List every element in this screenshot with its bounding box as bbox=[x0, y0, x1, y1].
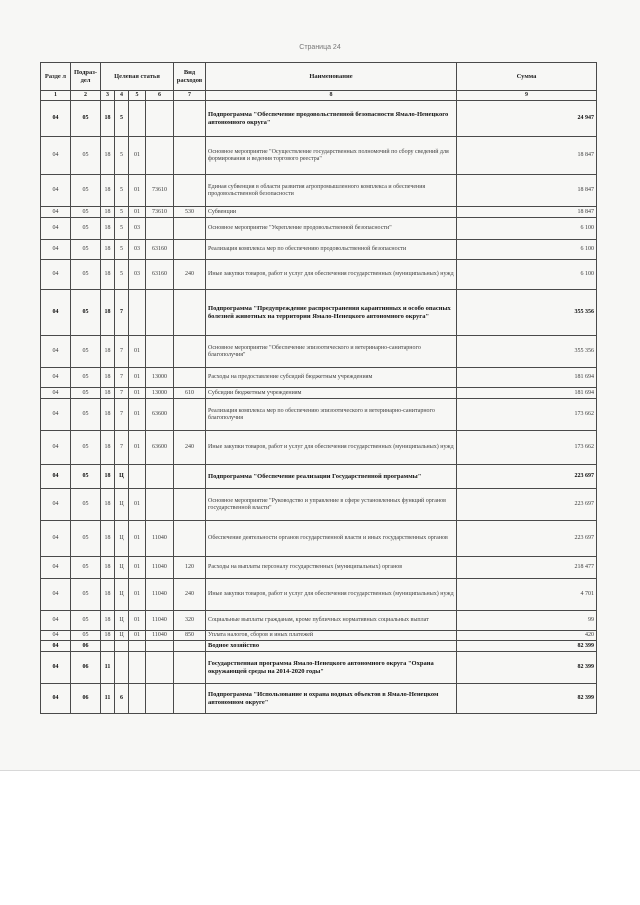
cell-target-2: 5 bbox=[115, 260, 129, 290]
cell-target-1: 18 bbox=[101, 388, 115, 399]
cell-podrazdel: 05 bbox=[71, 336, 101, 368]
cell-target-4 bbox=[146, 137, 174, 175]
cell-target-3: 01 bbox=[129, 175, 146, 207]
table-row bbox=[41, 399, 597, 431]
cell-vid-raskhodov: 530 bbox=[174, 207, 206, 218]
cell-naimenovanie: Иные закупки товаров, работ и услуг для обеспечения государственных (муниципальных) нужд bbox=[206, 579, 457, 611]
cell-target-1 bbox=[101, 641, 115, 652]
cell-target-3 bbox=[129, 684, 146, 714]
cell-razdel: 04 bbox=[41, 641, 71, 652]
cell-summa: 6 100 bbox=[457, 260, 597, 290]
cell-vid-raskhodov: 850 bbox=[174, 631, 206, 641]
cell-naimenovanie: Основное мероприятие "Осуществление государственных полномочий по сбору сведений для формирования и ведения торгового реестра" bbox=[206, 137, 457, 175]
table-row bbox=[41, 557, 597, 579]
cell-target-2: Ц bbox=[115, 611, 129, 631]
cell-target-4: 13000 bbox=[146, 388, 174, 399]
cell-podrazdel: 05 bbox=[71, 579, 101, 611]
cell-podrazdel: 05 bbox=[71, 137, 101, 175]
cell-podrazdel: 06 bbox=[71, 641, 101, 652]
cell-target-2: 7 bbox=[115, 431, 129, 465]
cell-naimenovanie: Иные закупки товаров, работ и услуг для обеспечения государственных (муниципальных) нужд bbox=[206, 260, 457, 290]
cell-target-3: 03 bbox=[129, 260, 146, 290]
cell-naimenovanie: Расходы на выплаты персоналу государственных (муниципальных) органов bbox=[206, 557, 457, 579]
cell-target-3: 01 bbox=[129, 521, 146, 557]
cell-target-2: 5 bbox=[115, 137, 129, 175]
cell-summa: 218 477 bbox=[457, 557, 597, 579]
header-vid-raskhodov: Вид расходов bbox=[174, 63, 206, 91]
cell-naimenovanie: Подпрограмма "Обеспечение реализации Государственной программы" bbox=[206, 465, 457, 489]
cell-summa: 223 697 bbox=[457, 489, 597, 521]
cell-naimenovanie: Основное мероприятие "Укрепление продовольственной безопасности" bbox=[206, 218, 457, 240]
cell-vid-raskhodov bbox=[174, 684, 206, 714]
cell-naimenovanie: Иные закупки товаров, работ и услуг для обеспечения государственных (муниципальных) нужд bbox=[206, 431, 457, 465]
table-row bbox=[41, 240, 597, 260]
header-tselevaya-statya: Целевая статья bbox=[101, 63, 174, 91]
cell-summa: 18 847 bbox=[457, 207, 597, 218]
cell-target-2: 7 bbox=[115, 336, 129, 368]
cell-naimenovanie: Расходы на предоставление субсидий бюджетным учреждениям bbox=[206, 368, 457, 388]
table-row bbox=[41, 489, 597, 521]
table-row bbox=[41, 579, 597, 611]
table-header-row bbox=[41, 63, 597, 91]
cell-vid-raskhodov: 120 bbox=[174, 557, 206, 579]
col-number: 1 bbox=[41, 91, 71, 101]
cell-summa: 82 399 bbox=[457, 684, 597, 714]
cell-podrazdel: 06 bbox=[71, 684, 101, 714]
cell-target-2 bbox=[115, 652, 129, 684]
cell-podrazdel: 05 bbox=[71, 489, 101, 521]
cell-summa: 355 356 bbox=[457, 336, 597, 368]
cell-target-3: 01 bbox=[129, 368, 146, 388]
cell-podrazdel: 05 bbox=[71, 260, 101, 290]
cell-vid-raskhodov bbox=[174, 368, 206, 388]
cell-vid-raskhodov bbox=[174, 240, 206, 260]
cell-razdel: 04 bbox=[41, 388, 71, 399]
cell-summa: 173 662 bbox=[457, 431, 597, 465]
cell-target-3: 01 bbox=[129, 388, 146, 399]
cell-naimenovanie: Основное мероприятие "Обеспечение эпизоотического и ветеринарно-санитарного благополучия" bbox=[206, 336, 457, 368]
cell-podrazdel: 05 bbox=[71, 631, 101, 641]
cell-target-1: 18 bbox=[101, 399, 115, 431]
cell-vid-raskhodov bbox=[174, 641, 206, 652]
cell-summa: 6 100 bbox=[457, 218, 597, 240]
table-row bbox=[41, 465, 597, 489]
header-summa: Сумма bbox=[457, 63, 597, 91]
cell-naimenovanie: Социальные выплаты гражданам, кроме публичных нормативных социальных выплат bbox=[206, 611, 457, 631]
header-podrazdel: Подраз- дел bbox=[71, 63, 101, 91]
cell-target-2: 5 bbox=[115, 207, 129, 218]
cell-target-4: 73610 bbox=[146, 207, 174, 218]
cell-razdel: 04 bbox=[41, 336, 71, 368]
cell-target-3 bbox=[129, 101, 146, 137]
cell-vid-raskhodov bbox=[174, 175, 206, 207]
cell-target-2: Ц bbox=[115, 521, 129, 557]
cell-target-4 bbox=[146, 641, 174, 652]
cell-naimenovanie: Реализация комплекса мер по обеспечению эпизоотического и ветеринарно-санитарного благополучия bbox=[206, 399, 457, 431]
table-row bbox=[41, 260, 597, 290]
cell-razdel: 04 bbox=[41, 290, 71, 336]
cell-vid-raskhodov bbox=[174, 336, 206, 368]
cell-target-2: Ц bbox=[115, 631, 129, 641]
cell-target-1: 18 bbox=[101, 175, 115, 207]
cell-naimenovanie: Субвенции bbox=[206, 207, 457, 218]
cell-naimenovanie: Подпрограмма "Обеспечение продовольственной безопасности Ямало-Ненецкого автономного округа" bbox=[206, 101, 457, 137]
cell-target-3 bbox=[129, 290, 146, 336]
cell-naimenovanie: Уплата налогов, сборов и иных платежей bbox=[206, 631, 457, 641]
cell-vid-raskhodov bbox=[174, 652, 206, 684]
cell-target-1: 18 bbox=[101, 368, 115, 388]
cell-podrazdel: 05 bbox=[71, 388, 101, 399]
table-row bbox=[41, 684, 597, 714]
cell-target-3: 01 bbox=[129, 631, 146, 641]
cell-razdel: 04 bbox=[41, 521, 71, 557]
cell-target-3 bbox=[129, 641, 146, 652]
table-row bbox=[41, 290, 597, 336]
cell-summa: 18 847 bbox=[457, 175, 597, 207]
column-number-row bbox=[41, 91, 597, 101]
cell-target-3: 01 bbox=[129, 431, 146, 465]
cell-vid-raskhodov bbox=[174, 101, 206, 137]
col-number: 2 bbox=[71, 91, 101, 101]
cell-summa: 420 bbox=[457, 631, 597, 641]
cell-target-4 bbox=[146, 290, 174, 336]
cell-target-2: 5 bbox=[115, 101, 129, 137]
cell-target-4: 11040 bbox=[146, 521, 174, 557]
cell-podrazdel: 05 bbox=[71, 557, 101, 579]
cell-razdel: 04 bbox=[41, 465, 71, 489]
cell-target-2: 7 bbox=[115, 368, 129, 388]
cell-razdel: 04 bbox=[41, 557, 71, 579]
cell-target-1: 11 bbox=[101, 684, 115, 714]
cell-razdel: 04 bbox=[41, 368, 71, 388]
cell-summa: 223 697 bbox=[457, 521, 597, 557]
cell-podrazdel: 05 bbox=[71, 465, 101, 489]
cell-summa: 82 399 bbox=[457, 641, 597, 652]
cell-target-1: 11 bbox=[101, 652, 115, 684]
cell-vid-raskhodov: 240 bbox=[174, 431, 206, 465]
col-number: 8 bbox=[206, 91, 457, 101]
table-row bbox=[41, 368, 597, 388]
cell-target-2: Ц bbox=[115, 465, 129, 489]
cell-razdel: 04 bbox=[41, 240, 71, 260]
cell-summa: 355 356 bbox=[457, 290, 597, 336]
cell-target-1: 18 bbox=[101, 240, 115, 260]
col-number: 3 bbox=[101, 91, 115, 101]
cell-target-2: Ц bbox=[115, 579, 129, 611]
cell-target-4 bbox=[146, 218, 174, 240]
cell-vid-raskhodov: 240 bbox=[174, 260, 206, 290]
cell-razdel: 04 bbox=[41, 631, 71, 641]
cell-naimenovanie: Водное хозяйство bbox=[206, 641, 457, 652]
cell-razdel: 04 bbox=[41, 175, 71, 207]
table-row bbox=[41, 631, 597, 641]
cell-summa: 4 701 bbox=[457, 579, 597, 611]
cell-razdel: 04 bbox=[41, 207, 71, 218]
cell-vid-raskhodov bbox=[174, 399, 206, 431]
table-row bbox=[41, 137, 597, 175]
col-number: 9 bbox=[457, 91, 597, 101]
cell-vid-raskhodov bbox=[174, 290, 206, 336]
cell-target-1: 18 bbox=[101, 465, 115, 489]
cell-target-4 bbox=[146, 652, 174, 684]
header-razdel: Разде л bbox=[41, 63, 71, 91]
cell-summa: 173 662 bbox=[457, 399, 597, 431]
cell-target-1: 18 bbox=[101, 489, 115, 521]
cell-vid-raskhodov: 320 bbox=[174, 611, 206, 631]
cell-summa: 223 697 bbox=[457, 465, 597, 489]
cell-podrazdel: 05 bbox=[71, 101, 101, 137]
cell-naimenovanie: Субсидии бюджетным учреждениям bbox=[206, 388, 457, 399]
cell-target-4 bbox=[146, 684, 174, 714]
cell-razdel: 04 bbox=[41, 579, 71, 611]
cell-razdel: 04 bbox=[41, 137, 71, 175]
cell-summa: 18 847 bbox=[457, 137, 597, 175]
cell-target-2: 7 bbox=[115, 290, 129, 336]
cell-target-1: 18 bbox=[101, 579, 115, 611]
cell-target-4: 11040 bbox=[146, 579, 174, 611]
cell-summa: 24 947 bbox=[457, 101, 597, 137]
cell-target-1: 18 bbox=[101, 101, 115, 137]
table-body bbox=[41, 101, 597, 714]
cell-vid-raskhodov bbox=[174, 489, 206, 521]
cell-razdel: 04 bbox=[41, 260, 71, 290]
cell-naimenovanie: Единая субвенция в области развития агропромышленного комплекса и обеспечения продовольственной безопасности bbox=[206, 175, 457, 207]
table-row bbox=[41, 641, 597, 652]
cell-naimenovanie: Реализация комплекса мер по обеспечению продовольственной безопасности bbox=[206, 240, 457, 260]
cell-vid-raskhodov: 610 bbox=[174, 388, 206, 399]
cell-target-1: 18 bbox=[101, 207, 115, 218]
cell-target-1: 18 bbox=[101, 260, 115, 290]
cell-target-3: 01 bbox=[129, 489, 146, 521]
cell-naimenovanie: Государственная программа Ямало-Ненецкого автономного округа "Охрана окружающей среды на 2014-2020 годы" bbox=[206, 652, 457, 684]
cell-target-1: 18 bbox=[101, 611, 115, 631]
cell-vid-raskhodov bbox=[174, 465, 206, 489]
col-number: 5 bbox=[129, 91, 146, 101]
cell-summa: 181 694 bbox=[457, 388, 597, 399]
table-row bbox=[41, 521, 597, 557]
cell-target-2: 5 bbox=[115, 240, 129, 260]
cell-target-3: 01 bbox=[129, 399, 146, 431]
cell-vid-raskhodov: 240 bbox=[174, 579, 206, 611]
cell-podrazdel: 05 bbox=[71, 218, 101, 240]
cell-podrazdel: 05 bbox=[71, 431, 101, 465]
cell-target-3: 01 bbox=[129, 579, 146, 611]
cell-target-2: Ц bbox=[115, 489, 129, 521]
cell-razdel: 04 bbox=[41, 684, 71, 714]
cell-podrazdel: 05 bbox=[71, 240, 101, 260]
cell-razdel: 04 bbox=[41, 431, 71, 465]
cell-target-4 bbox=[146, 465, 174, 489]
col-number: 4 bbox=[115, 91, 129, 101]
cell-target-3 bbox=[129, 652, 146, 684]
cell-target-3: 01 bbox=[129, 611, 146, 631]
cell-target-3: 01 bbox=[129, 336, 146, 368]
cell-vid-raskhodov bbox=[174, 218, 206, 240]
cell-target-2: Ц bbox=[115, 557, 129, 579]
cell-podrazdel: 05 bbox=[71, 368, 101, 388]
cell-razdel: 04 bbox=[41, 218, 71, 240]
cell-target-4: 63160 bbox=[146, 260, 174, 290]
cell-naimenovanie: Подпрограмма "Использование и охрана водных объектов в Ямало-Ненецком автономном округе" bbox=[206, 684, 457, 714]
cell-target-4 bbox=[146, 336, 174, 368]
cell-podrazdel: 05 bbox=[71, 290, 101, 336]
cell-naimenovanie: Подпрограмма "Предупреждение распространения карантинных и особо опасных болезней животных на территории Ямало-Ненецкого автономного округа" bbox=[206, 290, 457, 336]
cell-target-1: 18 bbox=[101, 521, 115, 557]
cell-target-1: 18 bbox=[101, 557, 115, 579]
cell-target-4: 11040 bbox=[146, 611, 174, 631]
cell-target-4: 11040 bbox=[146, 631, 174, 641]
cell-target-4: 13000 bbox=[146, 368, 174, 388]
cell-target-2: 7 bbox=[115, 399, 129, 431]
cell-target-4: 63160 bbox=[146, 240, 174, 260]
cell-razdel: 04 bbox=[41, 611, 71, 631]
cell-target-2: 6 bbox=[115, 684, 129, 714]
table-row bbox=[41, 336, 597, 368]
table-row bbox=[41, 207, 597, 218]
cell-target-3 bbox=[129, 465, 146, 489]
cell-summa: 6 100 bbox=[457, 240, 597, 260]
cell-razdel: 04 bbox=[41, 489, 71, 521]
col-number: 6 bbox=[146, 91, 174, 101]
table-row bbox=[41, 101, 597, 137]
cell-target-4: 11040 bbox=[146, 557, 174, 579]
table-row bbox=[41, 431, 597, 465]
cell-razdel: 04 bbox=[41, 399, 71, 431]
cell-razdel: 04 bbox=[41, 101, 71, 137]
cell-naimenovanie: Основное мероприятие "Руководство и управление в сфере установленных функций органов государственной власти" bbox=[206, 489, 457, 521]
cell-target-1: 18 bbox=[101, 631, 115, 641]
cell-target-2: 5 bbox=[115, 175, 129, 207]
cell-target-4 bbox=[146, 489, 174, 521]
cell-target-1: 18 bbox=[101, 336, 115, 368]
cell-target-2: 7 bbox=[115, 388, 129, 399]
table-row bbox=[41, 388, 597, 399]
cell-target-3: 03 bbox=[129, 218, 146, 240]
cell-podrazdel: 05 bbox=[71, 207, 101, 218]
page-number-label: Страница 24 bbox=[299, 44, 341, 51]
cell-summa: 181 694 bbox=[457, 368, 597, 388]
cell-podrazdel: 05 bbox=[71, 175, 101, 207]
cell-target-1: 18 bbox=[101, 218, 115, 240]
table-row bbox=[41, 175, 597, 207]
cell-target-4: 63600 bbox=[146, 431, 174, 465]
cell-target-4: 63600 bbox=[146, 399, 174, 431]
cell-razdel: 04 bbox=[41, 652, 71, 684]
cell-target-3: 01 bbox=[129, 137, 146, 175]
budget-table bbox=[40, 62, 597, 714]
cell-podrazdel: 06 bbox=[71, 652, 101, 684]
cell-target-2: 5 bbox=[115, 218, 129, 240]
cell-summa: 82 399 bbox=[457, 652, 597, 684]
col-number: 7 bbox=[174, 91, 206, 101]
cell-naimenovanie: Обеспечение деятельности органов государственной власти и иных государственных органов bbox=[206, 521, 457, 557]
cell-target-4 bbox=[146, 101, 174, 137]
cell-target-3: 01 bbox=[129, 557, 146, 579]
cell-vid-raskhodov bbox=[174, 521, 206, 557]
cell-target-1: 18 bbox=[101, 431, 115, 465]
cell-vid-raskhodov bbox=[174, 137, 206, 175]
table-row bbox=[41, 218, 597, 240]
cell-target-3: 01 bbox=[129, 207, 146, 218]
cell-podrazdel: 05 bbox=[71, 399, 101, 431]
cell-target-2 bbox=[115, 641, 129, 652]
cell-podrazdel: 05 bbox=[71, 611, 101, 631]
table-row bbox=[41, 611, 597, 631]
header-naimenovanie: Наименование bbox=[206, 63, 457, 91]
cell-summa: 99 bbox=[457, 611, 597, 631]
cell-podrazdel: 05 bbox=[71, 521, 101, 557]
cell-target-1: 18 bbox=[101, 137, 115, 175]
cell-target-3: 03 bbox=[129, 240, 146, 260]
cell-target-1: 18 bbox=[101, 290, 115, 336]
table-row bbox=[41, 652, 597, 684]
cell-target-4: 73610 bbox=[146, 175, 174, 207]
